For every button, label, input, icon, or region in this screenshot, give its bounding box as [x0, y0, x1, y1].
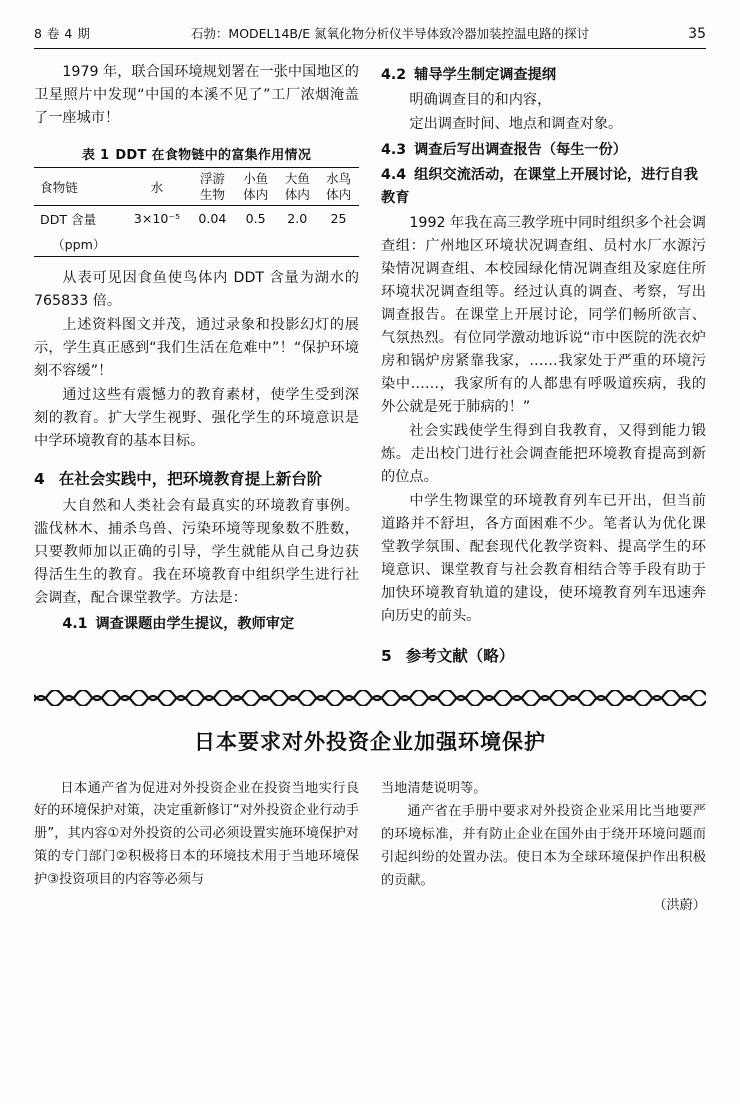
left-column [34, 61, 359, 672]
row-label-unit: （ppm） [52, 237, 106, 253]
ornament-divider [34, 690, 706, 706]
paragraph: 定出调查时间、地点和调查对象。 [409, 115, 623, 132]
section-heading-4 [34, 467, 359, 491]
cell-empty [318, 231, 359, 257]
table-caption-text: DDT 在食物链中的富集作用情况 [115, 147, 312, 163]
cell-value: 25 [330, 211, 347, 227]
table-row [34, 231, 359, 257]
paragraph: 社会实践使学生得到自我教育，又得到能力锻炼。走出校门进行社会调查能把环境教育提高到新的位点。 [381, 422, 706, 485]
subsection-number: 4.3 [381, 141, 407, 158]
col-header: 小鱼 体内 [235, 168, 277, 206]
subsection-title: 调查课题由学生提议，教师审定 [95, 616, 295, 633]
cell-value: 0.04 [198, 211, 227, 227]
section-number: 4 [34, 470, 45, 489]
subsection-number: 4.4 [381, 167, 407, 184]
col-header: 大鱼 体内 [276, 168, 318, 206]
table-caption [34, 144, 359, 163]
running-head: 石勃：MODEL14B/E 氮氧化物分析仪半导体致冷器加装控温电路的探讨 [190, 26, 590, 41]
ddt-table [34, 167, 359, 257]
paragraph: 从表可见因食鱼使鸟体内 DDT 含量为湖水的 765833 倍。 [34, 270, 359, 310]
subsection-heading-4-3 [381, 139, 706, 162]
body-columns [34, 61, 706, 672]
article-columns [34, 778, 706, 914]
row-label: DDT 含量 [40, 212, 97, 228]
subsection-title: 组织交流活动，在课堂上开展讨论，进行自我教育 [381, 167, 698, 206]
paragraph: 通产省在手册中要求对外投资企业采用比当地要严的环境标准，并有防止企业在国外由于绕开环境问题而引起纠纷的处置办法。使日本为全球环境保护作出积极的贡献。 [381, 804, 706, 888]
col-header: 水 [124, 168, 190, 206]
paragraph: 上述资料图文并茂，通过录象和投影幻灯的展示，学生真正感到“我们生活在危难中”！“保护环境刻不容缓”！ [34, 317, 359, 380]
col-header: 食物链 [34, 168, 124, 206]
section-heading-5 [381, 644, 706, 668]
subsection-heading-4-4 [381, 164, 706, 209]
col-header: 水鸟 体内 [318, 168, 359, 206]
page-header [34, 26, 706, 48]
paragraph: 大自然和人类社会有最真实的环境教育事例。滥伐林木、捕杀鸟兽、污染环境等现象数不胜数，只要教师加以正确的引导，学生就能从自己身边获得活生生的教育。我在环境教育中组织学生进行社会调查，配合课堂教学。方法是： [34, 498, 359, 607]
section-title: 参考文献（略） [405, 646, 515, 665]
cell-empty [124, 231, 190, 257]
right-column [381, 61, 706, 672]
table-label: 表 1 [81, 147, 110, 163]
article-left-column [34, 778, 359, 914]
paragraph: 日本通产省为促进对外投资企业在投资当地实行良好的环境保护对策，决定重新修订“对外投资企业行动手册”，其内容①对外投资的公司必须设置实施环境保护对策的专门部门②积极将日本的环境技术用于当地环境保护③投资项目的内容等必须与 [34, 780, 359, 887]
cell-empty [276, 231, 318, 257]
cell-value: 3×10⁻⁵ [133, 211, 181, 227]
subsection-number: 4.2 [381, 66, 407, 83]
cell-empty [190, 231, 235, 257]
paragraph: 中学生物课堂的环境教育列车已开出，但当前道路并不舒坦，各方面困难不少。笔者认为优化课堂教学氛围、配套现代化教学资料、提高学生的环境意识、课堂教育与社会教育相结合等手段有助于加快环境教育轨道的建设，使环境教育列车迅速奔向历史的前头。 [381, 492, 706, 624]
table-header-row [34, 168, 359, 206]
subsection-title: 辅导学生制定调查提纲 [414, 66, 557, 83]
paragraph: 1992 年我在高三教学班中同时组织多个社会调查组：广州地区环境状况调查组、员村水厂水源污染情况调查组、本校园绿化情况调查组及家庭住所环境状况调查组等。经过认真的调查、考察，写出调查报告。在课堂上开展讨论，同学们畅所欲言、气氛热烈。有位同学激动地诉说“市中医院的洗衣炉房和锅炉房紧靠我家，……我家处于严重的环境污染中……，我家所有的人都患有呼吸道疾病，我的外公就是死于肺病的！” [381, 214, 706, 415]
ornament-icon [34, 690, 706, 706]
section-title: 在社会实践中，把环境教育提上新台阶 [58, 470, 323, 489]
section-number: 5 [381, 646, 392, 665]
table-1 [34, 144, 359, 257]
paragraph: 当地清楚说明等。 [381, 780, 487, 796]
cell-value: 2.0 [287, 211, 308, 227]
paragraph: 通过这些有震憾力的教育素材，使学生受到深刻的教育。扩大学生视野、强化学生的环境意识是中学环境教育的基本目标。 [34, 387, 359, 450]
subsection-heading-4-1 [34, 613, 359, 636]
article-title: 日本要求对外投资企业加强环境保护 [194, 729, 546, 754]
cell-empty [235, 231, 277, 257]
subsection-heading-4-2 [381, 64, 706, 87]
cell-value: 0.5 [245, 211, 266, 227]
paragraph: 1979 年，联合国环境规划署在一张中国地区的卫星照片中发现“中国的本溪不见了”工厂浓烟淹盖了一座城市！ [34, 63, 359, 126]
table-row [34, 206, 359, 232]
table-bottom-rule [34, 257, 359, 258]
subsection-number: 4.1 [62, 616, 88, 633]
paragraph: 明确调查目的和内容， [409, 91, 552, 108]
article-signature: （洪蔚） [653, 898, 706, 914]
header-rule [34, 48, 706, 49]
col-header: 浮游 生物 [190, 168, 235, 206]
article-right-column [381, 778, 706, 914]
volume-issue: 8 卷 4 期 [34, 26, 91, 41]
subsection-title: 调查后写出调查报告（每生一份） [414, 141, 627, 158]
page-number: 35 [688, 26, 706, 42]
